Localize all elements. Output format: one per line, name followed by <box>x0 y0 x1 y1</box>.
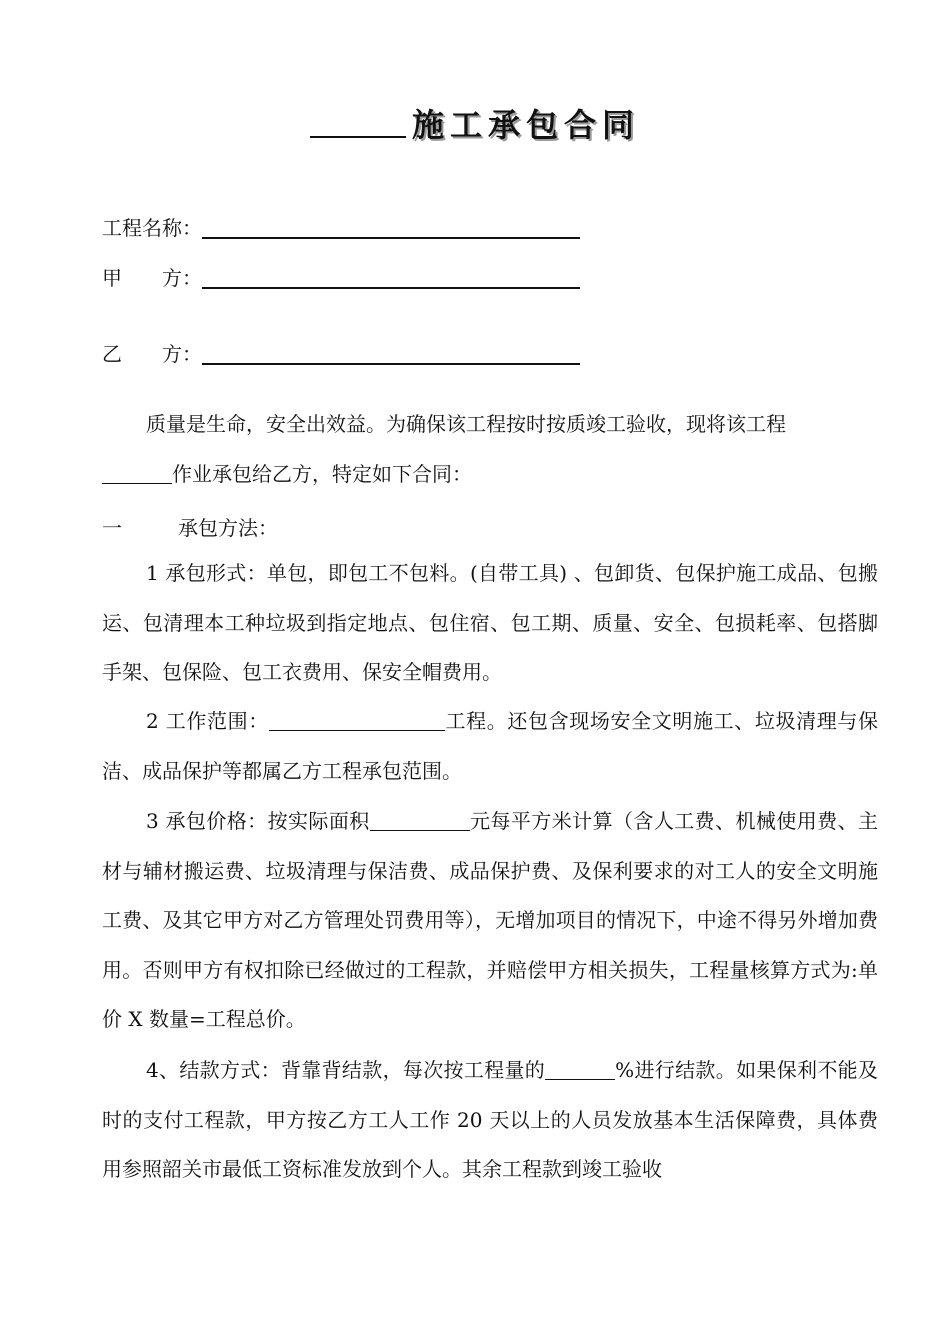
work-type-blank <box>102 463 172 484</box>
field-label: 乙 方： <box>102 342 202 366</box>
field-project-name <box>102 212 580 241</box>
item-4-text: %进行结款。如果保利不能及时的支付工程款，甲方按乙方工人工作 20 天以上的人员发放基本生活保障费，具体费用参照韶关市最低工资标准发放到个人。其余工程款到竣工验收 <box>102 1058 878 1181</box>
unit-price-blank <box>370 810 470 831</box>
item-3-text: 元每平方米计算（含人工费、机械使用费、主材与辅材搬运费、垃圾清理与保洁费、成品保护费、及保利要求的对工人的安全文明施工费、及其它甲方对乙方管理处罚费用等），无增加项目的情况下，中途不得另外增加费用。否则甲方有权扣除已经做过的工程款，并赔偿甲方相关损失，工程量核算方式为:单价 X 数量=工程总价。 <box>102 809 878 1031</box>
item-4-paragraph <box>102 1046 878 1195</box>
contract-title <box>0 100 950 146</box>
intro-line-1: 质量是生命，安全出效益。为确保该工程按时按质竣工验收，现将该工程 <box>146 412 786 436</box>
section-label: 承包方法： <box>178 516 278 540</box>
item-4-lead: 4、结款方式：背靠背结款，每次按工程量的 <box>146 1058 546 1082</box>
item-1-paragraph: 1 承包形式：单包，即包工不包料。(自带工具) 、包卸货、包保护施工成品、包搬运、包清理本工种垃圾到指定地点、包住宿、包工期、质量、安全、包损耗率、包搭脚手架、包保险、包工衣费用、保安全帽费用。 <box>102 561 878 684</box>
item-2-text: 工程。还包含现场安全文明施工、垃圾清理与保洁、成品保护等都属乙方工程承包范围。 <box>102 709 878 783</box>
item-3-paragraph <box>102 797 878 1045</box>
intro-paragraph <box>102 400 878 499</box>
title-blank <box>310 106 406 138</box>
section-number: 一 <box>102 516 122 540</box>
field-party-b <box>102 338 580 367</box>
intro-text: 作业承包给乙方，特定如下合同： <box>172 461 472 486</box>
title-text: 施工承包合同 <box>411 106 640 144</box>
field-party-a <box>102 262 580 291</box>
item-2-paragraph <box>102 697 878 796</box>
field-label: 工程名称： <box>102 216 202 240</box>
intro-line-2 <box>102 450 878 500</box>
field-blank <box>202 341 580 365</box>
field-label: 甲 方： <box>102 266 202 290</box>
scope-blank <box>269 710 445 731</box>
item-2-lead: 2 工作范围： <box>146 709 269 733</box>
item-3-lead: 3 承包价格：按实际面积 <box>146 809 370 833</box>
field-blank <box>202 215 580 239</box>
percent-blank <box>545 1059 615 1080</box>
field-blank <box>202 265 580 289</box>
section-1-heading <box>102 512 278 541</box>
